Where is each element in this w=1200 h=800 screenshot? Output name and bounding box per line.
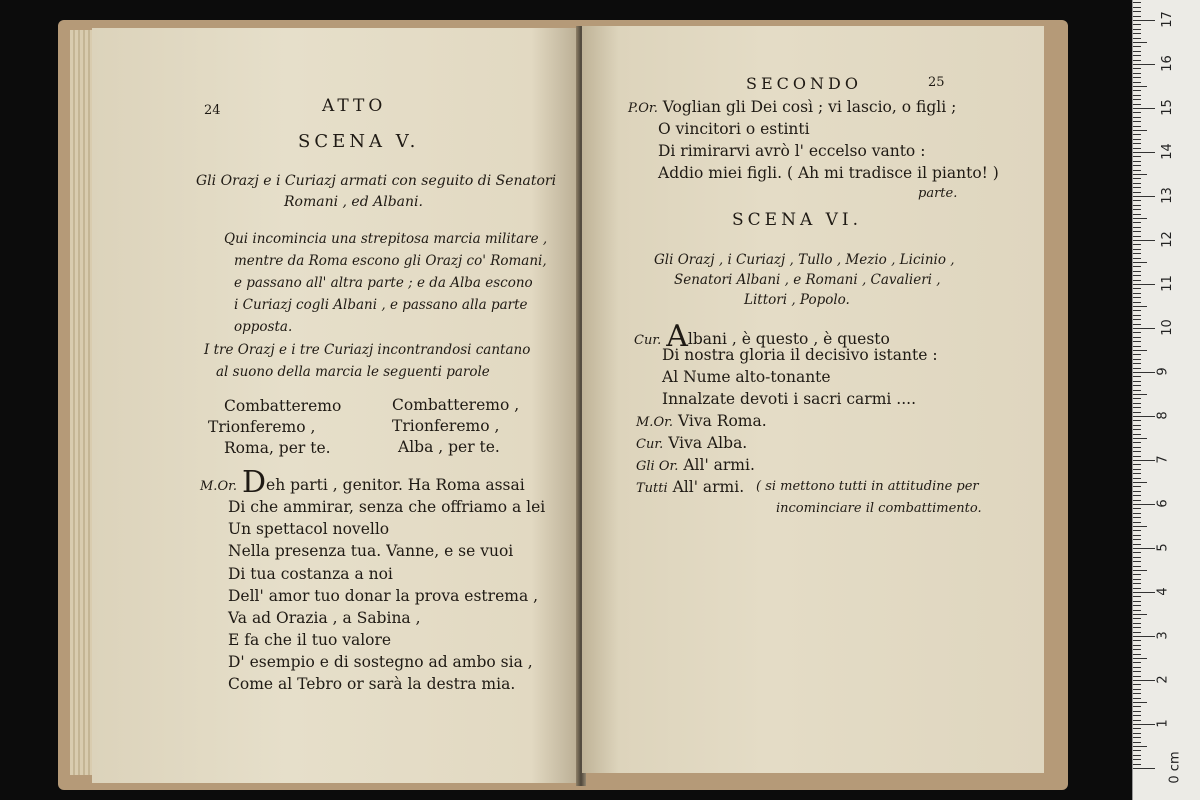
ruler-tick — [1133, 425, 1141, 426]
verse-line: Come al Tebro or sarà la destra mia. — [228, 675, 516, 693]
ruler-tick — [1133, 522, 1141, 523]
ruler-tick — [1133, 649, 1141, 650]
ruler-tick — [1133, 464, 1141, 465]
ruler-tick — [1133, 394, 1147, 395]
ruler-tick — [1133, 376, 1141, 377]
ruler-tick — [1133, 601, 1141, 602]
ruler-tick — [1133, 280, 1141, 281]
ruler-tick — [1133, 64, 1155, 65]
ruler-tick — [1133, 530, 1141, 531]
ruler-label: 11 — [1159, 275, 1175, 292]
ruler-tick — [1133, 38, 1141, 39]
ruler-tick — [1133, 561, 1141, 562]
ruler-tick — [1133, 588, 1141, 589]
ruler-tick — [1133, 24, 1141, 25]
ruler-tick — [1133, 29, 1141, 30]
ruler-tick — [1133, 640, 1141, 641]
ruler-tick — [1133, 737, 1141, 738]
ruler-label: 0 cm — [1167, 751, 1183, 784]
ruler-tick — [1133, 447, 1141, 448]
ruler-tick — [1133, 706, 1141, 707]
ruler-label: 3 — [1155, 631, 1171, 640]
ruler-tick — [1133, 442, 1141, 443]
ruler-tick — [1133, 42, 1147, 43]
ruler-tick — [1133, 728, 1141, 729]
ruler-tick — [1133, 156, 1141, 157]
ruler-tick — [1133, 526, 1147, 527]
ruler-tick — [1133, 262, 1147, 263]
ruler-tick — [1133, 645, 1141, 646]
ruler-tick — [1133, 592, 1155, 593]
ruler-tick — [1133, 214, 1141, 215]
ruler-tick — [1133, 7, 1141, 8]
ruler-tick — [1133, 90, 1141, 91]
ruler-tick — [1133, 385, 1141, 386]
ruler-tick — [1133, 55, 1141, 56]
ruler-tick — [1133, 478, 1141, 479]
verse-line: Dell' amor tuo donar la prova estrema , — [228, 587, 539, 605]
left-running-head: ATTO — [322, 96, 387, 116]
ruler-tick — [1133, 284, 1155, 285]
ruler-tick — [1133, 183, 1141, 184]
ruler-tick — [1133, 227, 1141, 228]
ruler-tick — [1133, 552, 1141, 553]
ruler-tick — [1133, 337, 1141, 338]
verse-line: E fa che il tuo valore — [228, 631, 392, 649]
ruler-tick — [1133, 684, 1141, 685]
cur-first-line: Cur. Albani , è questo , è questo — [634, 319, 890, 354]
ruler-label: 17 — [1159, 11, 1175, 28]
ruler-tick — [1133, 174, 1147, 175]
ruler-tick — [1133, 614, 1147, 615]
ruler-tick — [1133, 99, 1141, 100]
ruler-tick — [1133, 60, 1141, 61]
ruler-label: 9 — [1155, 367, 1171, 376]
ruler-tick — [1133, 720, 1141, 721]
verse-line: Un spettacol novello — [228, 520, 390, 538]
ruler-tick — [1133, 715, 1141, 716]
ruler-tick — [1133, 324, 1141, 325]
chorus-left: Trionferemo , — [208, 418, 316, 436]
ruler-tick — [1133, 671, 1141, 672]
ruler-tick — [1133, 755, 1141, 756]
ruler-tick — [1133, 2, 1141, 3]
ruler-tick — [1133, 319, 1141, 320]
ruler-tick — [1133, 570, 1147, 571]
ruler-tick — [1133, 398, 1141, 399]
verse-line: Va ad Orazia , a Sabina , — [228, 609, 421, 627]
ruler-tick — [1133, 218, 1147, 219]
ruler-tick — [1133, 420, 1141, 421]
ruler-tick — [1133, 566, 1141, 567]
cast-line: Littori , Popolo. — [744, 292, 850, 308]
speaker-p-or: P.Or. — [628, 101, 658, 116]
ruler-tick — [1133, 390, 1141, 391]
exchange-line: M.Or. Viva Roma. — [636, 412, 767, 430]
cast-line: Gli Orazj , i Curiazj , Tullo , Mezio , Licinio , — [654, 252, 955, 268]
ruler-tick — [1133, 381, 1141, 382]
chorus-left: Roma, per te. — [224, 439, 331, 457]
scene-v-title: SCENA V. — [298, 131, 420, 152]
ruler-tick — [1133, 346, 1141, 347]
ruler-tick — [1133, 95, 1141, 96]
ruler-tick — [1133, 676, 1141, 677]
ruler-tick — [1133, 302, 1141, 303]
ruler-tick — [1133, 244, 1141, 245]
right-page-number: 25 — [928, 75, 945, 90]
ruler-tick — [1133, 583, 1141, 584]
ruler-tick — [1133, 579, 1141, 580]
ruler-tick — [1133, 548, 1155, 549]
ruler-tick — [1133, 11, 1141, 12]
ruler-tick — [1133, 275, 1141, 276]
ruler-tick — [1133, 667, 1141, 668]
ruler-label: 6 — [1155, 499, 1171, 508]
ruler-tick — [1133, 662, 1141, 663]
ruler-tick — [1133, 618, 1141, 619]
final-stage-direction: ( si mettono tutti in attitudine per incominciare il combattimento. — [756, 479, 982, 516]
speech-first-line: M.Or. Deh parti , genitor. Ha Roma assai — [200, 465, 525, 500]
ruler-tick — [1133, 240, 1155, 241]
ruler-tick — [1133, 315, 1141, 316]
ruler-tick — [1133, 429, 1141, 430]
ruler-tick — [1133, 473, 1141, 474]
ruler-tick — [1133, 680, 1155, 681]
ruler-tick — [1133, 469, 1141, 470]
ruler-tick — [1133, 359, 1141, 360]
ruler-tick — [1133, 205, 1141, 206]
ruler-label: 10 — [1159, 319, 1175, 336]
drop-cap: D — [241, 465, 267, 500]
left-page-number: 24 — [204, 103, 221, 118]
ruler-label: 14 — [1159, 143, 1175, 160]
ruler-tick — [1133, 658, 1147, 659]
exit-note: parte. — [918, 186, 958, 201]
ruler-tick — [1133, 236, 1141, 237]
ruler-tick — [1133, 407, 1141, 408]
exchange-line: Cur. Viva Alba. — [636, 434, 748, 452]
ruler-tick — [1133, 134, 1141, 135]
ruler-tick — [1133, 632, 1141, 633]
verse-line: Di rimirarvi avrò l' eccelso vanto : — [658, 142, 926, 160]
ruler-tick — [1133, 82, 1141, 83]
ruler-label: 8 — [1155, 411, 1171, 420]
ruler-tick — [1133, 73, 1141, 74]
ruler-tick — [1133, 33, 1141, 34]
ruler-tick — [1133, 623, 1141, 624]
ruler-tick — [1133, 610, 1141, 611]
ruler-tick — [1133, 486, 1141, 487]
ruler-tick — [1133, 544, 1141, 545]
ruler-tick — [1133, 557, 1141, 558]
ruler-tick — [1133, 363, 1141, 364]
chorus-right: Combatteremo , — [392, 396, 520, 414]
ruler-tick — [1133, 170, 1141, 171]
exchange-line: Gli Or. All' armi. — [636, 456, 755, 474]
verse-line: Al Nume alto-tonante — [662, 368, 831, 386]
ruler-tick — [1133, 750, 1141, 751]
ruler-tick — [1133, 733, 1141, 734]
ruler-tick — [1133, 77, 1141, 78]
cast-line: Romani , ed Albani. — [284, 194, 423, 210]
ruler-tick — [1133, 143, 1141, 144]
ruler-tick — [1133, 117, 1141, 118]
ruler-tick — [1133, 742, 1141, 743]
speaker-cur: Cur. — [634, 333, 662, 348]
verse-line: Di nostra gloria il decisivo istante : — [662, 346, 938, 364]
chorus-left: Combatteremo — [224, 397, 342, 415]
ruler-label: 2 — [1155, 675, 1171, 684]
right-running-head: SECONDO — [746, 74, 862, 93]
ruler-tick — [1133, 306, 1147, 307]
speaker-m-or: M.Or. — [200, 479, 238, 494]
ruler-tick — [1133, 451, 1141, 452]
ruler-tick — [1133, 108, 1155, 109]
measuring-ruler — [1132, 0, 1200, 800]
verse-line: D' esempio e di sostegno ad ambo sia , — [228, 653, 533, 671]
ruler-tick — [1133, 724, 1155, 725]
ruler-tick — [1133, 332, 1141, 333]
verse-line: Addio miei figli. ( Ah mi tradisce il pianto! ) — [658, 164, 999, 182]
right-page — [582, 26, 1044, 773]
verse-line-first: P.Or. Voglian gli Dei così ; vi lascio, o figli ; — [628, 98, 957, 116]
ruler-label: 4 — [1155, 587, 1171, 596]
ruler-tick — [1133, 288, 1141, 289]
ruler-tick — [1133, 768, 1155, 769]
ruler-tick — [1133, 187, 1141, 188]
ruler-tick — [1133, 508, 1141, 509]
ruler-tick — [1133, 636, 1155, 637]
cast-line: Senatori Albani , e Romani , Cavalieri , — [674, 272, 941, 288]
verse-line: Nella presenza tua. Vanne, e se vuoi — [228, 542, 514, 560]
chorus-right: Trionferemo , — [392, 417, 500, 435]
ruler-tick — [1133, 372, 1155, 373]
ruler-tick — [1133, 698, 1141, 699]
ruler-tick — [1133, 702, 1147, 703]
ruler-label: 12 — [1159, 231, 1175, 248]
verse-line: Innalzate devoti i sacri carmi .... — [662, 390, 916, 408]
ruler-tick — [1133, 759, 1141, 760]
ruler-tick — [1133, 574, 1141, 575]
ruler-tick — [1133, 51, 1141, 52]
scene-vi-title: SCENA VI. — [732, 210, 863, 230]
ruler-tick — [1133, 434, 1141, 435]
ruler-tick — [1133, 139, 1141, 140]
ruler-tick — [1133, 654, 1141, 655]
ruler-tick — [1133, 112, 1141, 113]
chorus-right: Alba , per te. — [398, 438, 500, 456]
ruler-tick — [1133, 249, 1141, 250]
ruler-label: 1 — [1155, 719, 1171, 728]
ruler-tick — [1133, 86, 1147, 87]
ruler-tick — [1133, 192, 1141, 193]
ruler-tick — [1133, 482, 1147, 483]
cast-line: Gli Orazj e i Curiazj armati con seguito di Senatori — [196, 173, 557, 189]
ruler-tick — [1133, 258, 1141, 259]
ruler-tick — [1133, 222, 1141, 223]
ruler-tick — [1133, 354, 1141, 355]
ruler-tick — [1133, 20, 1155, 21]
ruler-tick — [1133, 161, 1141, 162]
stage-direction: Qui incomincia una strepitosa marcia militare , mentre da Roma escono gli Orazj co' Romani, e passano all' altra parte ; e da Alba escono i Curiazj cogli Albani , e passano alla parte opposta. — [224, 231, 548, 335]
ruler-tick — [1133, 297, 1141, 298]
ruler-tick — [1133, 165, 1141, 166]
ruler-tick — [1133, 266, 1141, 267]
ruler-tick — [1133, 693, 1141, 694]
singing-cue: I tre Orazj e i tre Curiazj incontrandosi cantano al suono della marcia le seguenti parole — [204, 342, 531, 380]
ruler-tick — [1133, 513, 1141, 514]
ruler-tick — [1133, 596, 1141, 597]
ruler-tick — [1133, 412, 1141, 413]
ruler-tick — [1133, 495, 1141, 496]
ruler-tick — [1133, 121, 1141, 122]
ruler-tick — [1133, 368, 1141, 369]
left-page — [92, 28, 580, 783]
ruler-tick — [1133, 148, 1141, 149]
ruler-tick — [1133, 46, 1141, 47]
ruler-tick — [1133, 535, 1141, 536]
ruler-tick — [1133, 16, 1141, 17]
ruler-tick — [1133, 178, 1141, 179]
ruler-tick — [1133, 627, 1141, 628]
ruler-tick — [1133, 491, 1141, 492]
ruler-tick — [1133, 310, 1141, 311]
ruler-label: 13 — [1159, 187, 1175, 204]
ruler-tick — [1133, 500, 1141, 501]
exchange-line: Tutti All' armi. — [636, 478, 745, 496]
ruler-tick — [1133, 68, 1141, 69]
ruler-tick — [1133, 746, 1147, 747]
ruler-label: 16 — [1159, 55, 1175, 72]
ruler-label: 7 — [1155, 455, 1171, 464]
ruler-tick — [1133, 456, 1141, 457]
verse-line: O vincitori o estinti — [658, 120, 810, 138]
ruler-tick — [1133, 126, 1141, 127]
verse-line: Di che ammirar, senza che offriamo a lei — [228, 498, 546, 516]
ruler-tick — [1133, 416, 1155, 417]
ruler-tick — [1133, 403, 1141, 404]
ruler-tick — [1133, 539, 1141, 540]
ruler-tick — [1133, 130, 1147, 131]
ruler-tick — [1133, 517, 1141, 518]
ruler-tick — [1133, 293, 1141, 294]
ruler-tick — [1133, 231, 1141, 232]
ruler-label: 15 — [1159, 99, 1175, 116]
ruler-tick — [1133, 711, 1141, 712]
ruler-tick — [1133, 350, 1147, 351]
ruler-tick — [1133, 196, 1155, 197]
ruler-tick — [1133, 104, 1141, 105]
ruler-tick — [1133, 689, 1141, 690]
ruler-tick — [1133, 438, 1147, 439]
drop-cap: A — [666, 319, 688, 354]
ruler-tick — [1133, 460, 1155, 461]
ruler-tick — [1133, 504, 1155, 505]
ruler-tick — [1133, 764, 1141, 765]
ruler-tick — [1133, 328, 1155, 329]
ruler-tick — [1133, 209, 1141, 210]
ruler-tick — [1133, 605, 1141, 606]
ruler-tick — [1133, 200, 1141, 201]
ruler-tick — [1133, 271, 1141, 272]
ruler-tick — [1133, 253, 1141, 254]
verse-line: Di tua costanza a noi — [228, 565, 393, 583]
ruler-tick — [1133, 152, 1155, 153]
ruler-tick — [1133, 341, 1141, 342]
ruler-label: 5 — [1155, 543, 1171, 552]
